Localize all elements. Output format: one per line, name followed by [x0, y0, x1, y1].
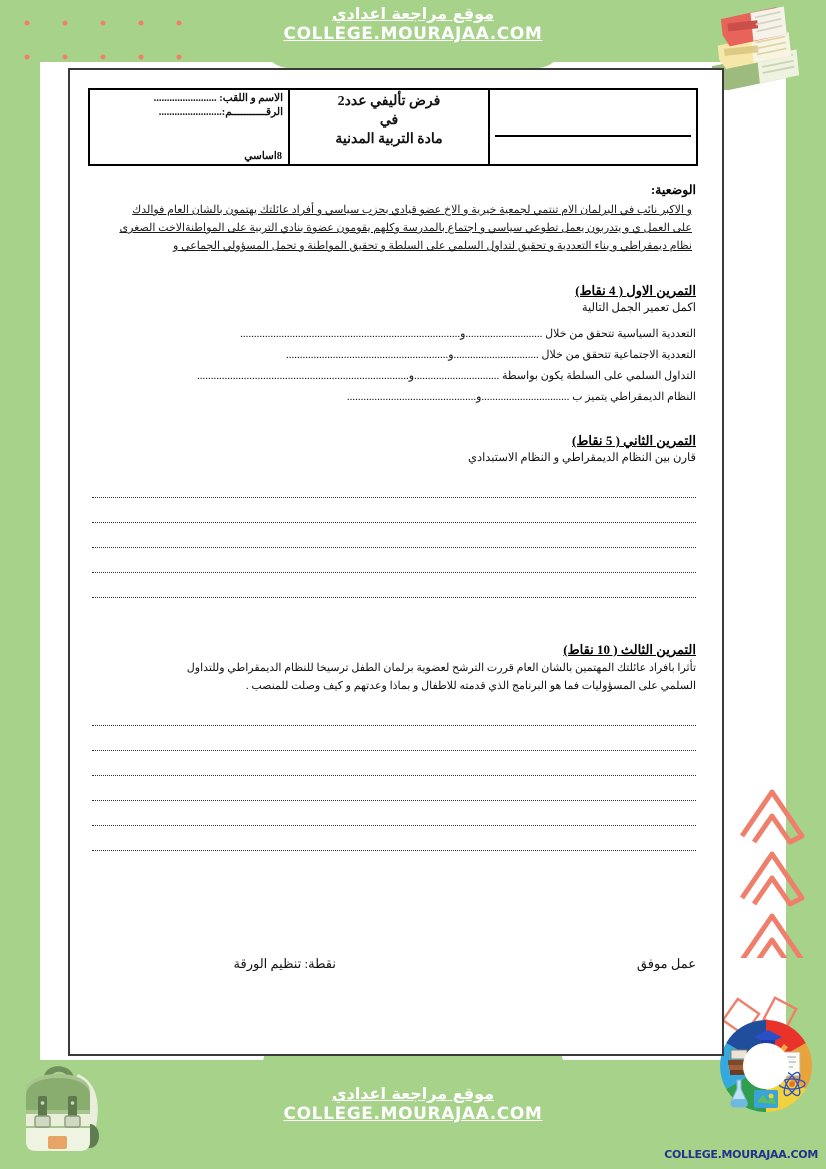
student-number-field[interactable]: الرقـــــــــــم:........................ — [158, 107, 283, 118]
spacer — [92, 405, 696, 431]
site-watermark: COLLEGE.MOURAJAA.COM — [664, 1148, 818, 1161]
exam-title-line2: في — [379, 113, 399, 128]
exercise-3-body-line-2: السلمي على المسؤوليات فما هو البرنامج الذي قدمته للاطفال و بماذا وعدتهم و كيف وصلت للمنصب . — [245, 680, 696, 692]
header-table — [88, 88, 698, 166]
student-name-field[interactable]: الاسم و اللقب: ........................ — [153, 93, 283, 104]
answer-line[interactable] — [92, 523, 696, 548]
exercise-1-item-2[interactable]: التعددية الاجتماعية تتحقق من خلال ...............................و........................................................... — [285, 349, 696, 361]
situation-label: الوضعية: — [650, 183, 696, 197]
exercise-3-body-line-1: تأثرا بافراد عائلتك المهتمين بالشان العام قررت الترشح لعضوية برلمان الطفل ترسيخا للنظام الديمقراطي وللتداول — [186, 662, 696, 674]
header-title-cell — [289, 89, 489, 165]
situation-line-3: نظام ديمقراطي و بناء التعددية و تحقيق لتداول السلمي على السلطة و تحقيق المواطنة و تحمل المسؤولي الجماعي و — [173, 240, 692, 252]
site-url-bottom: COLLEGE.MOURAJAA.COM — [283, 1104, 543, 1124]
answer-line[interactable] — [92, 498, 696, 523]
exercise-3-body — [92, 659, 696, 695]
header-blank-upper[interactable] — [495, 92, 691, 137]
exam-title-line1: فرض تأليفي عدد2 — [337, 94, 441, 109]
site-name-arabic: موقع مراجعة اعدادي — [331, 4, 495, 23]
sheet-footer — [92, 956, 696, 972]
spacer — [92, 598, 696, 624]
table-row — [89, 89, 697, 165]
backpack-icon — [8, 1056, 112, 1163]
exercise-1-item-4[interactable]: النظام الديمقراطي يتميز ب ................................و............................................... — [346, 391, 696, 403]
organization-note: نقطة: تنظيم الورقة — [233, 956, 336, 971]
header-blank-cell[interactable] — [489, 89, 697, 165]
answer-line[interactable] — [92, 573, 696, 598]
header-blank-lower[interactable] — [495, 137, 691, 162]
top-banner-tab — [263, 34, 563, 68]
situation-text — [92, 201, 696, 255]
answer-line[interactable] — [92, 726, 696, 751]
header-student-cell[interactable] — [89, 89, 289, 165]
spacer — [92, 624, 696, 640]
exercise-2-heading: التمرين الثاني ( 5 نقاط) — [572, 433, 696, 448]
answer-line[interactable] — [92, 751, 696, 776]
bottom-banner-text — [0, 1084, 826, 1125]
worksheet-sheet — [68, 68, 724, 1056]
good-work-text: عمل موفق — [636, 956, 696, 971]
site-url-top: COLLEGE.MOURAJAA.COM — [283, 24, 543, 44]
exercise-1-heading: التمرين الاول ( 4 نقاط) — [575, 283, 696, 298]
exam-subject: مادة التربية المدنية — [335, 132, 443, 147]
answer-line[interactable] — [92, 701, 696, 726]
exercise-3-heading: التمرين الثالث ( 10 نقاط) — [563, 642, 696, 657]
situation-line-2: على العمل ي و يتدربون يعمل تطوعي سياسي و اجتماع بالمدرسة وكلهم يقومون عضوة بنادي التربية على المواطنةالاخت الصغرى — [119, 222, 692, 234]
exercise-1-instruction: اكمل تعمير الجمل التالية — [581, 302, 696, 314]
site-name-arabic-bottom: موقع مراجعة اعدادي — [331, 1084, 495, 1103]
answer-line[interactable] — [92, 776, 696, 801]
exercise-1-item-3[interactable]: التداول السلمي على السلطة يكون بواسطة ...............................و............................................................................. — [196, 370, 696, 382]
answer-line[interactable] — [92, 548, 696, 573]
grade-level-label: 8اساسي — [244, 151, 282, 162]
spacer — [92, 255, 696, 281]
exercise-2-instruction: قارن بين النظام الديمقراطي و النظام الاستبدادي — [467, 452, 696, 464]
answer-line[interactable] — [92, 473, 696, 498]
exercise-1-item-1[interactable]: التعددية السياسية تتحقق من خلال ............................و................................................................................ — [240, 328, 696, 340]
education-donut-icon — [714, 1014, 818, 1123]
chevron-up-decoration — [738, 778, 808, 958]
answer-line[interactable] — [92, 801, 696, 826]
situation-line-1: و الاكبر نائب في البرلمان الام تنتمي لجمعية خيرية و الاخ عضو قيادي بحزب سياسي و أفراد عائلتك يهتمون بالشان العام فوالدك — [132, 204, 692, 216]
worksheet-content — [92, 182, 696, 851]
dot-grid-decoration — [0, 0, 200, 62]
answer-line[interactable] — [92, 826, 696, 851]
